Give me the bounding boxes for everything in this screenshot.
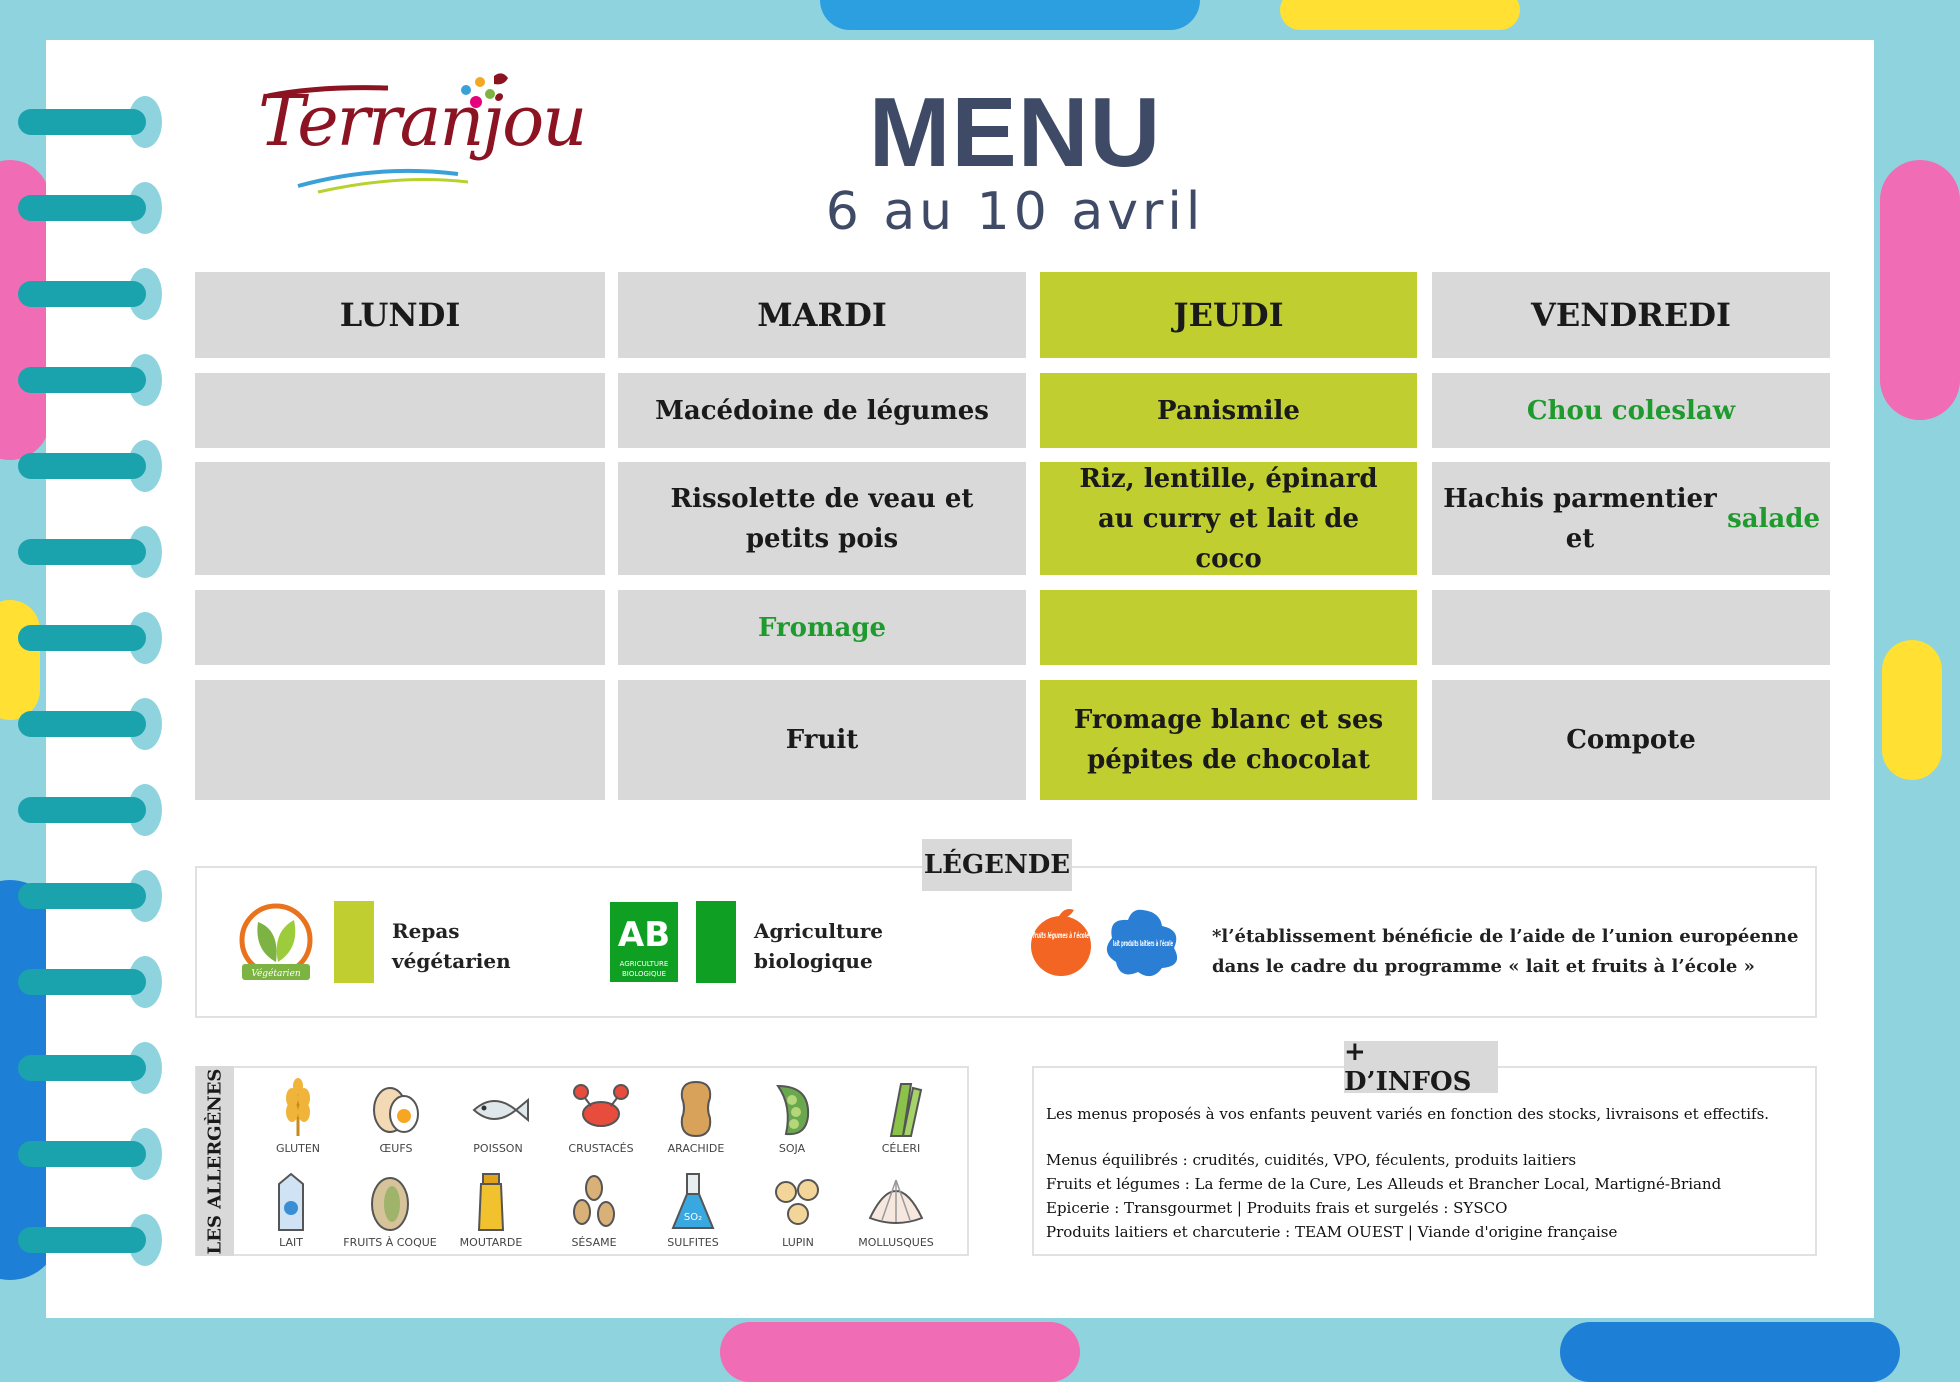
mustard-icon — [461, 1170, 521, 1234]
ring — [18, 883, 146, 909]
bg-blob-pink-right — [1880, 160, 1960, 420]
allergen-peanut — [648, 1076, 744, 1155]
allergen-label: LUPIN — [782, 1236, 814, 1249]
ring — [18, 367, 146, 393]
infos-title: + D’INFOS — [1344, 1041, 1498, 1093]
allergen-label: MOUTARDE — [459, 1236, 523, 1249]
ring — [18, 281, 146, 307]
allergens-title-tab — [196, 1066, 234, 1256]
allergen-label: ŒUFS — [379, 1142, 413, 1155]
fruits-school-logo — [1028, 904, 1139, 980]
vegetarian-label-line: Repas — [392, 919, 460, 943]
day-header-vendredi: VENDREDI — [1432, 272, 1830, 358]
celery-icon — [871, 1076, 931, 1140]
vegetarian-label — [392, 916, 511, 976]
allergen-eggs — [348, 1076, 444, 1155]
allergen-label: FRUITS À COQUE — [343, 1236, 437, 1249]
menu-cell: Compote — [1432, 680, 1830, 800]
ring — [18, 539, 146, 565]
eu-note-line: dans le cadre du programme « lait et fruits à l’école » — [1212, 956, 1755, 977]
day-header-lundi: LUNDI — [195, 272, 605, 358]
soy-icon — [762, 1076, 822, 1140]
infos-line: Produits laitiers et charcuterie : TEAM OUEST | Viande d'origine française — [1046, 1223, 1618, 1241]
menu-cell: Fromage — [618, 590, 1026, 665]
infos-line: Epicerie : Transgourmet | Produits frais et surgelés : SYSCO — [1046, 1199, 1508, 1217]
menu-cell: Fruit — [618, 680, 1026, 800]
infos-line: Fruits et légumes : La ferme de la Cure, Les Alleuds et Brancher Local, Martigné-Briand — [1046, 1175, 1722, 1193]
legend-title: LÉGENDE — [922, 839, 1072, 891]
sesame-icon — [564, 1170, 624, 1234]
ring — [18, 453, 146, 479]
page-title: MENU — [868, 77, 1162, 187]
ring — [18, 1141, 146, 1167]
allergen-label: POISSON — [473, 1142, 523, 1155]
bg-blob-yellow-top — [1280, 0, 1520, 30]
menu-cell-text: Hachis parmentier et — [1443, 483, 1717, 554]
allergen-label: ARACHIDE — [667, 1142, 725, 1155]
menu-cell: Rissolette de veau et petits pois — [618, 462, 1026, 575]
milk-school-logo — [1100, 904, 1243, 980]
menu-cell — [1040, 590, 1417, 665]
menu-cell — [195, 462, 605, 575]
allergen-lupin — [750, 1170, 846, 1249]
flask-text: SO₂ — [683, 1212, 703, 1223]
organic-label-line: Agriculture — [754, 919, 883, 943]
menu-cell — [195, 680, 605, 800]
allergen-label: LAIT — [279, 1236, 303, 1249]
menu-cell — [195, 373, 605, 448]
vegetarian-icon — [236, 900, 316, 984]
infos-content — [1046, 1102, 1769, 1244]
allergen-milk — [243, 1170, 339, 1249]
allergen-mustard — [443, 1170, 539, 1249]
allergen-sesame — [546, 1170, 642, 1249]
organic-ab-icon — [610, 902, 678, 982]
allergens-title: LES ALLERGÈNES — [204, 1068, 226, 1254]
organic-label-line: biologique — [754, 949, 873, 973]
eu-note — [1212, 922, 1798, 982]
allergen-label: CRUSTACÉS — [568, 1142, 634, 1155]
allergen-label: SOJA — [778, 1142, 806, 1155]
eu-note-line: *l’établissement bénéficie de l’aide de l’union européenne — [1212, 926, 1799, 947]
allergen-sulfites — [645, 1170, 741, 1249]
menu-cell-organic-word: salade — [1727, 503, 1820, 534]
menu-cell: Macédoine de légumes — [618, 373, 1026, 448]
allergen-label: SÉSAME — [571, 1236, 617, 1249]
menu-cell: Riz, lentille, épinard au curry et lait de coco — [1040, 462, 1417, 575]
peanut-icon — [666, 1076, 726, 1140]
milk-icon — [261, 1170, 321, 1234]
allergen-label: CÉLERI — [881, 1142, 921, 1155]
menu-cell: Fromage blanc et ses pépites de chocolat — [1040, 680, 1417, 800]
bg-blob-yellow — [0, 600, 40, 720]
menu-cell — [1432, 590, 1830, 665]
organic-swatch — [696, 901, 736, 983]
allergen-label: MOLLUSQUES — [858, 1236, 934, 1249]
ring — [18, 109, 146, 135]
allergen-molluscs — [848, 1170, 944, 1249]
allergen-fish — [450, 1076, 546, 1155]
infos-intro: Les menus proposés à vos enfants peuvent variés en fonction des stocks, livraisons et effectifs. — [1046, 1105, 1770, 1123]
allergen-label: SULFITES — [667, 1236, 719, 1249]
allergen-nuts — [342, 1170, 438, 1249]
menu-cell — [1432, 462, 1830, 575]
allergen-label: GLUTEN — [275, 1142, 321, 1155]
fish-icon — [466, 1076, 530, 1140]
allergen-soy — [744, 1076, 840, 1155]
ring — [18, 1055, 146, 1081]
infos-line: Menus équilibrés : crudités, cuidités, VPO, féculents, produits laitiers — [1046, 1151, 1577, 1169]
allergen-crustaceans — [553, 1076, 649, 1155]
day-header-mardi: MARDI — [618, 272, 1026, 358]
menu-cell — [195, 590, 605, 665]
terranjou-logo — [258, 68, 586, 198]
bg-blob-blue-bottom — [1560, 1322, 1900, 1382]
ring — [18, 1227, 146, 1253]
milk-logo-text: lait produits laitiers à l'école — [1113, 939, 1243, 948]
vegetarian-swatch — [334, 901, 374, 983]
menu-cell: Chou coleslaw — [1432, 373, 1830, 448]
vegetarian-label-line: végétarien — [392, 949, 511, 973]
ring — [18, 195, 146, 221]
lupin-icon — [768, 1170, 828, 1234]
allergen-celery — [853, 1076, 949, 1155]
vegetarian-badge-text: Végétarien — [251, 969, 301, 979]
ring — [18, 711, 146, 737]
logo-text: Terranjou — [258, 80, 586, 162]
crab-icon — [569, 1076, 633, 1140]
bg-blob-yellow-right — [1882, 640, 1942, 780]
page-subtitle: 6 au 10 avril — [825, 182, 1205, 242]
ring — [18, 797, 146, 823]
flask-icon — [663, 1170, 723, 1234]
bg-blob-pink-bottom — [720, 1322, 1080, 1382]
ring — [18, 969, 146, 995]
fruits-logo-text: fruits légumes à l'école — [1033, 931, 1139, 940]
organic-badge-main: AB — [617, 915, 671, 955]
organic-badge-line: BIOLOGIQUE — [621, 970, 667, 978]
menu-cell: Panismile — [1040, 373, 1417, 448]
allergen-gluten — [250, 1076, 346, 1155]
day-header-jeudi: JEUDI — [1040, 272, 1417, 358]
ring — [18, 625, 146, 651]
wheat-icon — [268, 1076, 328, 1140]
shell-icon — [864, 1170, 928, 1234]
nut-icon — [360, 1170, 420, 1234]
bg-blob-blue-top — [820, 0, 1200, 30]
organic-badge-line: AGRICULTURE — [619, 960, 669, 968]
egg-icon — [366, 1076, 426, 1140]
organic-label — [754, 916, 883, 976]
